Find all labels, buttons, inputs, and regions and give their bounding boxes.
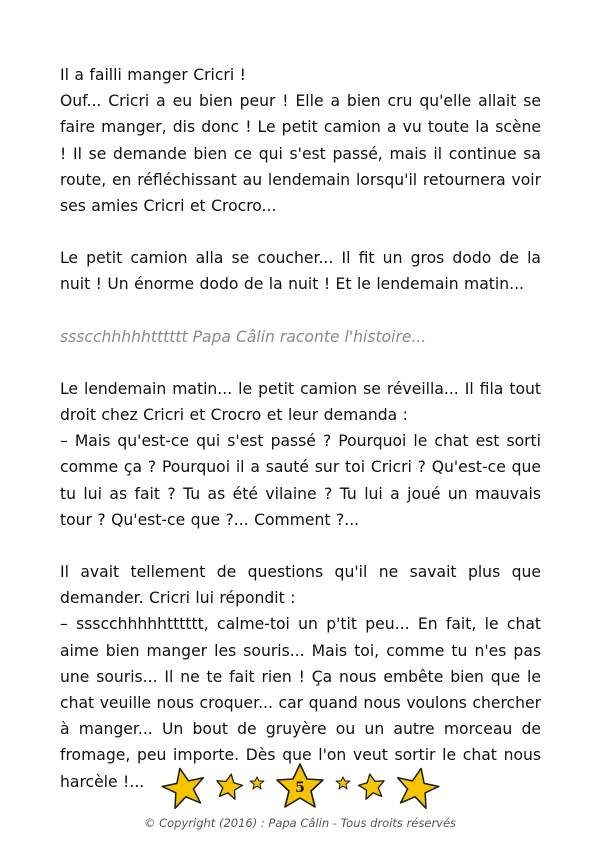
paragraph-2: Le petit camion alla se coucher... Il fit un gros dodo de la nuit ! Un énorme dodo de la nuit ! Et le lendemain matin...	[60, 249, 541, 294]
star-icon	[357, 772, 387, 800]
footer-stars-decoration	[0, 760, 600, 820]
paragraph-3-intro: Le lendemain matin... le petit camion se réveilla... Il fila tout droit chez Cricri et Crocro et leur demanda :	[60, 379, 541, 425]
narrator-aside: ssscchhhhhtttttt Papa Câlin raconte l'histoire...	[60, 327, 427, 346]
paragraph-4-dialogue: – ssscchhhhhtttttt, calme-toi un p'tit peu... En fait, le chat aime bien manger les souris... Mais toi, comme tu n'es pas une souris... Il ne te fait rien ! Ça nous embête bien que le chat veuille nous croquer... car quand nous voulons chercher à manger... Un bout de gruyère ou un autre morceau de fromage, peu importe. Dès que l'on veut sortir le chat nous harcèle !...	[60, 615, 541, 791]
paragraph-4-intro: Il avait tellement de questions qu'il ne savait plus que demander. Cricri lui répondit :	[60, 563, 541, 608]
small-star-icon	[336, 777, 350, 789]
small-star-icon	[250, 777, 264, 789]
page-number: 5	[295, 780, 305, 796]
star-icon	[393, 764, 442, 810]
paragraph-title-line: Il a failli manger Cricri !	[60, 66, 246, 84]
star-icon	[159, 764, 208, 810]
story-page	[60, 62, 541, 795]
paragraph-1: Ouf... Cricri a eu bien peur ! Elle a bien cru qu'elle allait se faire manger, dis donc ! Le petit camion a vu toute la scène ! Il se demande bien ce qui s'est passé, mais il continue sa route, en réfléchissant au lendemain lorsqu'il retournera voir ses amies Cricri et Crocro...	[60, 92, 541, 216]
paragraph-3-dialogue: – Mais qu'est-ce qui s'est passé ? Pourquoi le chat est sorti comme ça ? Pourquoi il a sauté sur toi Cricri ? Qu'est-ce que tu lui as fait ? Tu as été vilaine ? Tu lui a joué un mauvais tour ? Qu'est-ce que ?... Comment ?...	[60, 432, 541, 529]
page-number-star-icon	[277, 764, 323, 807]
copyright-notice: © Copyright (2016) : Papa Câlin - Tous droits réservés	[143, 816, 457, 830]
star-icon	[214, 772, 244, 800]
